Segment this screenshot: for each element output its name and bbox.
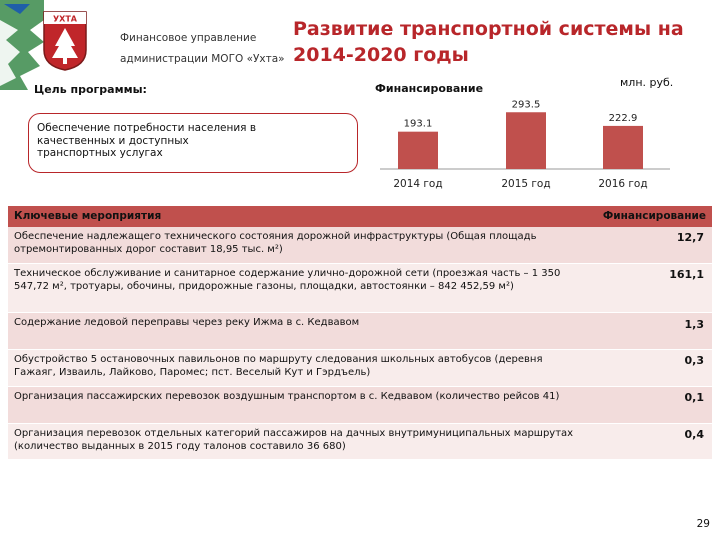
ornament-decoration [0,0,44,90]
chart-data-label: 193.1 [403,118,433,130]
row-activity: Содержание ледовой переправы через реку Ижма в с. Кедвавом [14,317,360,328]
table-row [8,313,712,350]
emblem-text: УХТА [53,14,77,24]
row-financing: 0,4 [684,428,704,441]
row-activity: Техническое обслуживание и санитарное содержание улично-дорожной сети (проезжая часть – 1 350 547,72 м², тротуары, обочины, придорожные газоны, площадки, автостоянки – 842 452,59 м²) [14,268,561,292]
chart-bar [506,112,546,169]
row-financing: 12,7 [676,231,704,244]
page-title: Развитие транспортной системы на 2014-2020 годы [293,18,684,66]
city-emblem-icon [42,10,88,72]
row-financing: 161,1 [669,268,704,281]
table-row [8,350,712,387]
goal-label: Цель программы: [34,83,147,96]
org-name-line1: Финансовое управление [120,32,257,44]
row-financing: 0,3 [684,354,704,367]
chart-category-label: 2014 год [393,178,443,190]
row-activity: Организация перевозок отдельных категорий пассажиров на дачных внутримуниципальных маршрутах (количество выданных в 2015 году талонов составило 36 680) [14,428,574,452]
table-row [8,264,712,313]
table-header [8,206,712,227]
chart-category-label: 2016 год [598,178,648,190]
page-number: 29 [696,518,710,530]
table-row [8,424,712,460]
chart-bar [603,126,643,169]
table-header-financing: Финансирование [602,210,706,222]
org-name-line2: администрации МОГО «Ухта» [120,53,285,65]
unit-label: млн. руб. [620,76,674,89]
financing-label: Финансирование [375,82,484,95]
chart-bar [398,132,438,169]
row-activity: Обустройство 5 остановочных павильонов по маршруту следования школьных автобусов (деревня Гажаяг, Изваиль, Лайково, Паромес; пст. Веселый Кут и Гэрдъель) [14,354,543,378]
financing-bar-chart [370,95,700,195]
row-financing: 0,1 [684,391,704,404]
row-financing: 1,3 [684,318,704,331]
row-activity: Обеспечение надлежащего технического состояния дорожной инфраструктуры (Общая площадь отремонтированных дорог составит 18,95 тыс. м²) [14,231,537,255]
row-activity: Организация пассажирских перевозок воздушным транспортом в с. Кедвавом (количество рейсов 41) [14,391,560,402]
chart-data-label: 222.9 [608,112,638,124]
table-row [8,387,712,424]
goal-text: Обеспечение потребности населения в качественных и доступных транспортных услугах [37,122,257,159]
table-row [8,227,712,264]
chart-category-label: 2015 год [501,178,551,190]
table-header-activities: Ключевые мероприятия [14,210,162,222]
goal-box [28,113,358,173]
chart-data-label: 293.5 [511,99,541,111]
